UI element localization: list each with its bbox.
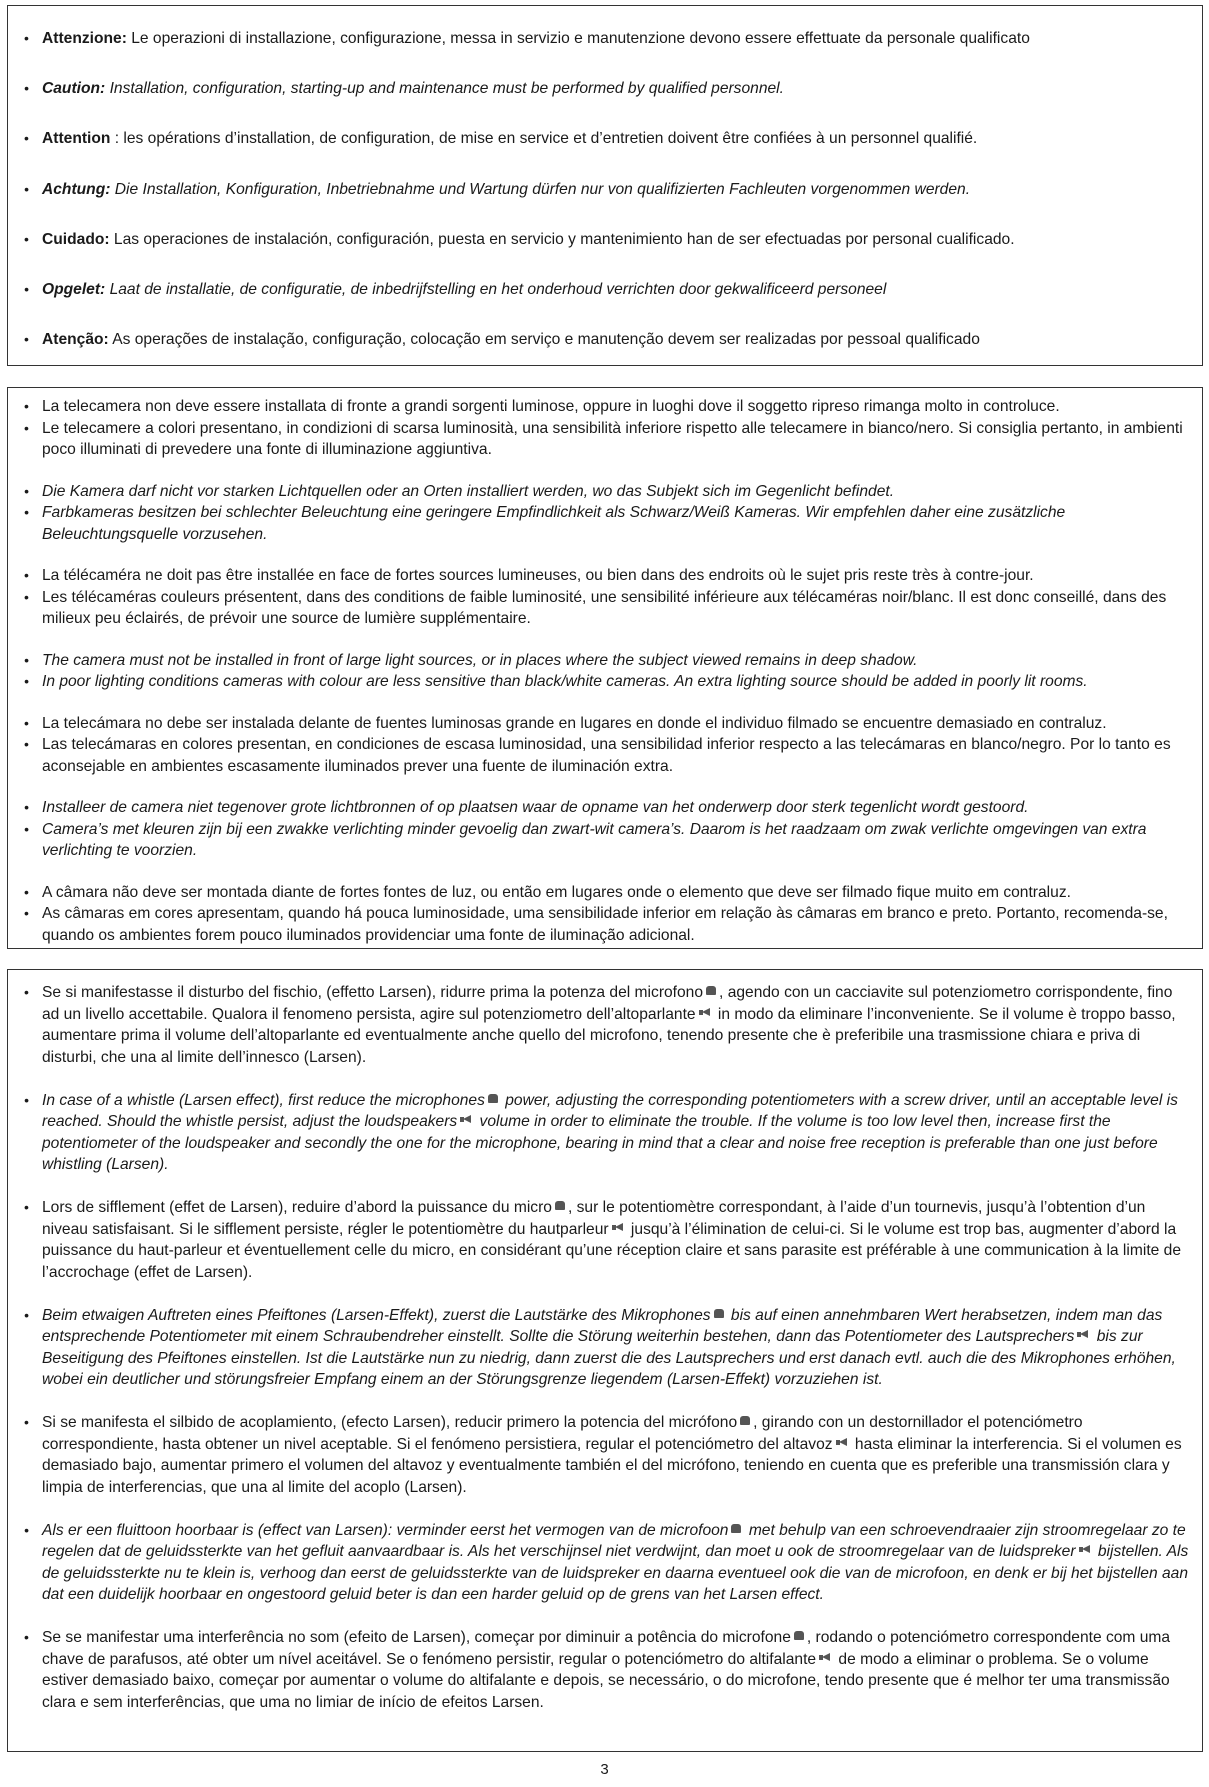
larsen-en: • In case of a whistle (Larsen effect), first reduce the microphones power, adjusting the corresponding potentiometers with a screw driver, until an acceptable level is reached. Should the whistle persist, adjust the loudspeakers volume in order to eliminate the trouble. If the volume is too low level then, increase first the potentiometer of the loudspeaker and secondly the one for the microphone, bearing in mind that a clear and noise free reception is preferable than one just before whistling (Larsen). [8,1090,1202,1176]
larsen-nl: • Als er een fluittoon hoorbaar is (effect van Larsen): verminder eerst het vermogen van de microfoon met behulp van een schroevendraaier zijn stroomregelaar zo te regelen dat de geluidssterkte van het gefluit aanvaardbaar is. Als het verschijnsel niet verdwijnt, dan moet u ook de stroomregelaar van de luidspreker bijstellen. Als de geluidssterkte nu te klein is, verhoog dan eerst de geluidssterkte van de luidspreker en daarna eventueel ook die van de microfoon, en denk er bij het bijstellen aan dat een duidelijk hoorbaar en ongestoord geluid beter is dan een harder geluid op de grens van het Larsen effect. [8,1520,1202,1606]
warning-fr: • Attention : les opérations d’installation, de configuration, de mise en service et d’entretien doivent être confiées à un personnel qualifié. [8,128,1202,178]
microphone-icon [706,986,716,995]
camera-lighting-box [7,387,1203,949]
larsen-it: • Se si manifestasse il disturbo del fischio, (effetto Larsen), ridurre prima la potenza del microfono , agendo con un cacciavite sul potenziometro corrispondente, fino ad un livello accettabile. Qualora il fenomeno persista, agire sul potenziometro dell’altoparlante in modo da eliminare l’inconveniente. Se il volume è troppo basso, aumentare prima il volume dell’altoparlante ed eventualmente anche quello del microfono, tenendo presente che è preferibile una trasmissione chiara e priva di disturbi, che una al limite dell’innesco (Larsen). [8,982,1202,1068]
list-item: • Les télécaméras couleurs présentent, dans des conditions de faible luminosité, une sensibilité inférieure aux télécaméras noir/blanc. Il est donc conseillé, dans des milieux peu éclairés, de prévoir une source de lumière supplémentaire. [8,587,1202,630]
speaker-icon [1077,1330,1089,1339]
list-item: • Camera’s met kleuren zijn bij een zwakke verlichting minder gevoelig dan zwart-wit camera’s. Daarom is het raadzaam om zwak verlichte omgevingen van extra verlichting te voorzien. [8,819,1202,862]
microphone-icon [740,1416,750,1425]
microphone-icon [488,1094,498,1103]
list-item: • Las telecámaras en colores presentan, en condiciones de escasa luminosidad, una sensibilidad inferior respecto a las telecámaras en blanco/negro. Por lo tanto es aconsejable en ambientes escasamente iluminados prever una fuente de iluminación extra. [8,734,1202,777]
list-item: • Installeer de camera niet tegenover grote lichtbronnen of op plaatsen waar de opname van het onderwerp door sterk tegenlicht wordt gestoord. [8,797,1202,819]
speaker-icon [1079,1545,1091,1554]
speaker-icon [819,1653,831,1662]
warning-de: • Achtung: Die Installation, Konfiguration, Inbetriebnahme und Wartung dürfen nur von qualifizierten Fachleuten vorgenommen werden. [8,179,1202,229]
microphone-icon [555,1201,565,1210]
larsen-de: • Beim etwaigen Auftreten eines Pfeiftones (Larsen-Effekt), zuerst die Lautstärke des Mikrophones bis auf einen annehmbaren Wert herabsetzen, indem man das entsprechende Potentiometer mit einem Schraubendreher einstellt. Sollte die Störung weiterhin bestehen, dann das Potentiometer des Lautsprechers bis zur Beseitigung des Pfeiftones einstellen. Ist die Lautstärke nun zu niedrig, dann zuerst die des Lautsprechers und erst danach evtl. auch die des Mikrophones erhöhen, wobei ein deutlicher und störungsfreier Empfang einem an der Störungsgrenze liegendem (Larsen-Effekt) vorzuziehen ist. [8,1305,1202,1391]
speaker-icon [836,1438,848,1447]
speaker-icon [612,1223,624,1232]
list-item: • A câmara não deve ser montada diante de fortes fontes de luz, ou então em lugares onde o elemento que deve ser filmado fique muito em contraluz. [8,882,1202,904]
microphone-icon [794,1631,804,1640]
list-item: • Le telecamere a colori presentano, in condizioni di scarsa luminosità, una sensibilità inferiore rispetto alle telecamere in bianco/nero. Si consiglia pertanto, in ambienti poco illuminati di prevedere una fonte di illuminazione aggiuntiva. [8,418,1202,461]
warning-es: • Cuidado: Las operaciones de instalación, configuración, puesta en servicio y mantenimiento han de ser efectuadas por personal cualificado. [8,229,1202,279]
list-item: • The camera must not be installed in front of large light sources, or in places where the subject viewed remains in deep shadow. [8,650,1202,672]
warning-it: • Attenzione: Le operazioni di installazione, configurazione, messa in servizio e manutenzione devono essere effettuate da personale qualificato [8,28,1202,78]
larsen-pt: • Se se manifestar uma interferência no som (efeito de Larsen), começar por diminuir a potência do microfone , rodando o potenciómetro correspondente com uma chave de parafusos, até obter um nível aceitável. Se o fenómeno persistir, regular o potenciómetro do altifalante de modo a eliminar o problema. Se o volume estiver demasiado baixo, começar por aumentar o volume do altifalante e depois, se necessário, o do microfone, tendo presente que é melhor ter uma transmissão clara e sem interferências, que uma no limiar de início de efeitos Larsen. [8,1627,1202,1713]
list-item: • Die Kamera darf nicht vor starken Lichtquellen oder an Orten installiert werden, wo das Subjekt sich im Gegenlicht befindet. [8,481,1202,503]
speaker-icon [460,1115,472,1124]
larsen-es: • Si se manifesta el silbido de acoplamiento, (efecto Larsen), reducir primero la potencia del micrófono , girando con un destornillador el potenciómetro correspondiente, hasta obtener un nivel aceptable. Si el fenómeno persistiera, regular el potenciómetro del altavoz hasta eliminar la interferencia. Si el volumen es demasiado bajo, aumentar primero el volumen del altavoz y eventualmente también el del micrófono, teniendo en cuenta que es preferible una transmissión clara y limpia de interferencias, que una al limite del acoplo (Larsen). [8,1412,1202,1498]
list-item: • In poor lighting conditions cameras with colour are less sensitive than black/white cameras. An extra lighting source should be added in poorly lit rooms. [8,671,1202,693]
list-item: • As câmaras em cores apresentam, quando há pouca luminosidade, uma sensibilidade inferior em relação às câmaras em branco e preto. Portanto, recomenda-se, quando os ambientes forem pouco iluminados providenciar uma fonte de iluminação adicional. [8,903,1202,946]
warning-pt: • Atenção: As operações de instalação, configuração, colocação em serviço e manutenção devem ser realizadas por pessoal qualificado [8,329,1202,379]
warning-nl: • Opgelet: Laat de installatie, de configuratie, de inbedrijfstelling en het onderhoud verrichten door gekwalificeerd personeel [8,279,1202,329]
larsen-fr: • Lors de sifflement (effet de Larsen), reduire d’abord la puissance du micro , sur le potentiomètre correspondant, à l’aide d’un tournevis, jusqu’à l’obtention d’un niveau satisfaisant. Si le sifflement persiste, régler le potentiomètre du hautparleur jusqu’à l’élimination de celui-ci. Si le volume est trop bas, augmenter d’abord la puissance du haut-parleur et éventuellement celle du micro, en considérant qu’une réception claire et sans parasite est préférable à une communication à la limite de l’accrochage (effet de Larsen). [8,1197,1202,1283]
list-item: • La telecamera non deve essere installata di fronte a grandi sorgenti luminose, oppure in luoghi dove il soggetto ripreso rimanga molto in controluce. [8,396,1202,418]
warning-en: • Caution: Installation, configuration, starting-up and maintenance must be performed by qualified personnel. [8,78,1202,128]
list-item: • Farbkameras besitzen bei schlechter Beleuchtung eine geringere Empfindlichkeit als Schwarz/Weiß Kameras. Wir empfehlen daher eine zusätzliche Beleuchtungsquelle vorzusehen. [8,502,1202,545]
list-item: • La telecámara no debe ser instalada delante de fuentes luminosas grande en lugares en donde el individuo filmado se encuentre demasiado en contraluz. [8,713,1202,735]
microphone-icon [731,1524,741,1533]
microphone-icon [714,1309,724,1318]
speaker-icon [699,1008,711,1017]
list-item: • La télécaméra ne doit pas être installée en face de fortes sources lumineuses, ou bien dans des endroits où le sujet pris reste très à contre-jour. [8,565,1202,587]
safety-warning-box [7,5,1203,366]
larsen-effect-box [7,969,1203,1752]
page-number: 3 [600,1761,609,1778]
